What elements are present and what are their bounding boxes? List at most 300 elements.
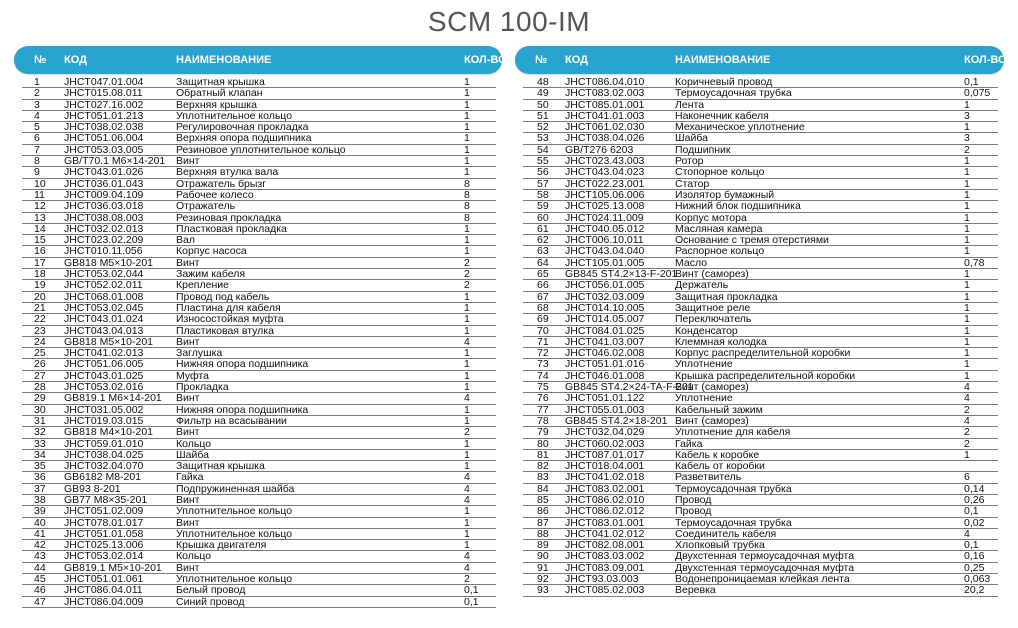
part-code: JHCT083.02.003 — [565, 87, 645, 100]
part-code: JHCT041.02.018 — [565, 471, 645, 484]
part-quantity: 0,1 — [964, 505, 979, 518]
part-name: Уплотнение — [675, 359, 733, 371]
part-code: JHCT043.01.024 — [64, 313, 144, 326]
part-name: Винт — [176, 427, 200, 439]
part-code: JHCT032.04.029 — [565, 426, 645, 439]
part-name: Стопорное кольцо — [675, 167, 765, 179]
row-number: 18 — [34, 268, 46, 281]
part-quantity: 4 — [964, 381, 970, 394]
part-code: JHCT051.02.009 — [64, 505, 144, 518]
part-code: JHCT038.04.025 — [64, 448, 144, 461]
part-code: JHCT038.04.026 — [565, 132, 645, 145]
part-quantity: 1 — [464, 166, 470, 179]
row-number: 3 — [34, 98, 40, 111]
parts-table-right — [515, 46, 1007, 597]
row-number: 58 — [537, 188, 549, 201]
part-quantity: 1 — [464, 369, 470, 382]
row-number: 21 — [34, 301, 46, 314]
header-number: № — [535, 54, 548, 66]
part-quantity: 4 — [964, 392, 970, 405]
row-number: 52 — [537, 121, 549, 134]
row-number: 66 — [537, 279, 549, 292]
part-name: Механическое уплотнение — [675, 122, 805, 134]
part-code: JHCT036.03.018 — [64, 200, 144, 213]
part-name: Ротор — [675, 156, 704, 168]
row-number: 62 — [537, 234, 549, 247]
part-code: JHCT053.02.045 — [64, 301, 144, 314]
table-row — [14, 314, 502, 325]
row-number: 36 — [34, 471, 46, 484]
part-name: Защитное реле — [675, 302, 751, 314]
part-name: Уплотнительное кольцо — [176, 506, 293, 518]
part-name: Винт — [176, 257, 200, 269]
part-quantity: 1 — [964, 335, 970, 348]
part-name: Верхняя опора подшипника — [176, 133, 312, 145]
part-code: JHCT015.08.011 — [64, 87, 143, 100]
part-code: JHCT043.04.023 — [565, 166, 645, 179]
part-name: Лента — [675, 99, 705, 111]
part-name: Защитная прокладка — [675, 291, 778, 303]
part-name: Корпус распределительной коробки — [675, 348, 851, 360]
part-code: JHCT043.04.040 — [565, 245, 645, 258]
part-code: JHCT047.01.004 — [64, 76, 144, 88]
part-code: JHCT010.11.056 — [64, 245, 143, 258]
part-name: Подпружиненная шайба — [176, 483, 295, 495]
part-name: Термоусадочная трубка — [675, 483, 792, 495]
part-quantity: 2 — [964, 437, 970, 450]
part-name: Наконечник кабеля — [675, 110, 769, 122]
row-number: 25 — [34, 347, 46, 360]
part-name: Масляная камера — [675, 223, 763, 235]
part-name: Гайка — [176, 472, 204, 484]
part-name: Белый провод — [176, 585, 246, 597]
table-row — [14, 201, 502, 212]
part-code: JHCT053.03.005 — [64, 143, 144, 156]
part-code: JHCT051.01.122 — [565, 392, 645, 405]
parts-table-left — [14, 46, 507, 608]
part-quantity: 1 — [464, 109, 470, 122]
part-quantity: 1 — [464, 347, 470, 360]
part-code: JHCT041.02.013 — [64, 347, 144, 360]
part-code: JHCT041.02.012 — [565, 527, 645, 540]
part-code: JHCT041.01.003 — [565, 109, 645, 122]
part-code: GB818 M5×10-201 — [64, 335, 154, 348]
row-number: 16 — [34, 245, 46, 258]
part-code: GB77 M8×35-201 — [64, 493, 148, 506]
table-row — [14, 280, 502, 291]
table-row — [14, 393, 502, 404]
part-name: Крышка распределительной коробки — [675, 370, 856, 382]
table-row — [515, 506, 1004, 517]
part-name: Клеммная колодка — [675, 336, 767, 348]
table-row — [515, 314, 1004, 325]
row-number: 60 — [537, 211, 549, 224]
part-quantity: 2 — [464, 573, 470, 586]
part-name: Износостойкая муфта — [176, 314, 284, 326]
part-name: Кольцо — [176, 438, 212, 450]
row-number: 44 — [34, 561, 46, 574]
table-row — [14, 506, 502, 517]
part-code: JHCT027.16.002 — [64, 98, 144, 111]
part-name: Фильтр на всасывании — [176, 415, 287, 427]
part-code: JHCT014.05.007 — [565, 313, 645, 326]
part-quantity: 4 — [964, 414, 970, 427]
part-quantity: 1 — [464, 448, 470, 461]
row-number: 89 — [537, 539, 549, 552]
part-code: JHCT086.04.010 — [565, 76, 645, 88]
row-number: 84 — [537, 482, 549, 495]
row-number: 91 — [537, 561, 549, 574]
row-number: 38 — [34, 493, 46, 506]
part-quantity: 4 — [464, 471, 470, 484]
part-quantity: 4 — [964, 527, 970, 540]
part-code: JHCT056.01.005 — [565, 279, 645, 292]
part-name: Верхняя крышка — [176, 99, 257, 111]
header-quantity: КОЛ-ВО — [464, 54, 507, 66]
part-name: Подшипник — [675, 144, 731, 156]
row-number: 28 — [34, 381, 46, 394]
part-quantity: 0,25 — [964, 561, 985, 574]
part-quantity: 1 — [464, 414, 470, 427]
part-name: Шайба — [176, 449, 209, 461]
part-name: Винт — [176, 562, 200, 574]
part-name: Пластиковая втулка — [176, 325, 274, 337]
part-code: JHCT019.03.015 — [64, 414, 144, 427]
part-quantity: 1 — [964, 313, 970, 326]
part-name: Нижняя опора подшипника — [176, 404, 309, 416]
part-code: JHCT024.11.009 — [565, 211, 644, 224]
part-code: JHCT086.04.011 — [64, 584, 143, 597]
part-quantity: 1 — [464, 155, 470, 168]
part-code: JHCT031.05.002 — [64, 403, 144, 416]
row-number: 85 — [537, 493, 549, 506]
part-quantity: 1 — [964, 268, 970, 281]
row-number: 8 — [34, 155, 40, 168]
part-code: JHCT043.01.026 — [64, 166, 144, 179]
part-quantity: 1 — [964, 279, 970, 292]
row-number: 76 — [537, 392, 549, 405]
table-row — [515, 88, 1004, 99]
part-quantity: 1 — [964, 234, 970, 247]
part-quantity: 1 — [964, 98, 970, 111]
part-name: Винт — [176, 494, 200, 506]
part-code: JHCT083.09.001 — [565, 561, 645, 574]
part-name: Уплотнение для кабеля — [675, 427, 791, 439]
part-quantity: 1 — [964, 301, 970, 314]
part-code: JHCT041.03.007 — [565, 335, 645, 348]
row-number: 49 — [537, 87, 549, 100]
table-row — [14, 472, 502, 483]
part-quantity: 4 — [464, 550, 470, 563]
row-number: 40 — [34, 516, 46, 529]
part-name: Заглушка — [176, 348, 223, 360]
part-code: JHCT036.01.043 — [64, 177, 144, 190]
part-quantity: 1 — [464, 98, 470, 111]
part-quantity: 1 — [964, 290, 970, 303]
row-number: 17 — [34, 256, 46, 269]
part-quantity: 1 — [464, 324, 470, 337]
part-name: Шайба — [675, 133, 708, 145]
part-quantity: 8 — [464, 188, 470, 201]
part-code: JHCT009.04.109 — [64, 188, 144, 201]
row-number: 70 — [537, 324, 549, 337]
row-number: 42 — [34, 539, 46, 552]
row-number: 34 — [34, 448, 46, 461]
part-quantity: 0,1 — [964, 539, 979, 552]
part-quantity: 1 — [964, 347, 970, 360]
part-name: Уплотнительное кольцо — [176, 110, 293, 122]
table-row — [515, 427, 1004, 438]
part-name: Масло — [675, 257, 708, 269]
row-number: 90 — [537, 550, 549, 563]
row-number: 1 — [34, 76, 40, 88]
row-number: 19 — [34, 279, 46, 292]
part-name: Нижний блок подшипника — [675, 201, 801, 213]
part-quantity: 1 — [964, 211, 970, 224]
row-number: 54 — [537, 143, 549, 156]
part-code: JHCT055.01.003 — [565, 403, 645, 416]
row-number: 6 — [34, 132, 40, 145]
part-code: JHCT105.06.006 — [565, 188, 645, 201]
part-name: Винт — [176, 156, 200, 168]
part-code: JHCT082.08.001 — [565, 539, 645, 552]
part-name: Провод — [675, 506, 712, 518]
part-code: JHCT043.04.013 — [64, 324, 144, 337]
part-name: Двухстенная термоусадочная муфта — [675, 551, 855, 563]
part-name: Коричневый провод — [675, 77, 773, 88]
table-row — [14, 167, 502, 178]
part-quantity: 1 — [464, 403, 470, 416]
part-code: JHCT084.01.025 — [565, 324, 645, 337]
row-number: 9 — [34, 166, 40, 179]
row-number: 31 — [34, 414, 46, 427]
row-number: 27 — [34, 369, 46, 382]
part-name: Пластковая прокладка — [176, 223, 287, 235]
row-number: 68 — [537, 301, 549, 314]
part-name: Кабель к коробке — [675, 449, 760, 461]
part-quantity: 1 — [464, 290, 470, 303]
table-body — [515, 77, 1004, 597]
table-header — [14, 46, 507, 74]
part-name: Винт — [176, 336, 200, 348]
part-code: JHCT040.05.012 — [565, 222, 645, 235]
part-name: Крепление — [176, 280, 229, 292]
table-row — [14, 88, 502, 99]
part-code: GB819.1 M6×14-201 — [64, 392, 162, 405]
header-code: КОД — [565, 54, 588, 66]
part-code: JHCT059.01.010 — [64, 437, 144, 450]
part-code: JHCT051.01.016 — [565, 358, 645, 371]
part-quantity: 1 — [964, 358, 970, 371]
part-name: Термоусадочная трубка — [675, 88, 792, 100]
row-number: 79 — [537, 426, 549, 439]
part-quantity: 0,063 — [964, 573, 991, 586]
table-body — [14, 77, 502, 608]
part-quantity: 3 — [964, 109, 970, 122]
part-name: Уплотнительное кольцо — [176, 528, 293, 540]
part-quantity: 1 — [964, 245, 970, 258]
row-number: 65 — [537, 268, 549, 281]
part-code: JHCT032.02.013 — [64, 222, 144, 235]
part-name: Пластина для кабеля — [176, 302, 281, 314]
header-code: КОД — [64, 54, 87, 66]
part-quantity: 0,1 — [464, 595, 479, 608]
row-number: 23 — [34, 324, 46, 337]
part-name: Синий провод — [176, 596, 245, 608]
part-quantity: 2 — [964, 403, 970, 416]
part-quantity: 1 — [464, 460, 470, 473]
header-quantity: КОЛ-ВО — [964, 54, 1007, 66]
part-name: Зажим кабеля — [176, 269, 246, 281]
part-name: Изолятор бумажный — [675, 189, 775, 201]
part-name: Верхняя втулка вала — [176, 167, 279, 179]
part-code: JHCT051.06.004 — [64, 132, 144, 145]
part-quantity: 1 — [964, 448, 970, 461]
part-quantity: 1 — [964, 177, 970, 190]
row-number: 55 — [537, 155, 549, 168]
part-quantity: 4 — [464, 493, 470, 506]
row-number: 33 — [34, 437, 46, 450]
part-code: GB818 M4×10-201 — [64, 426, 154, 439]
part-quantity: 1 — [964, 166, 970, 179]
part-name: Винт (саморез) — [675, 415, 749, 427]
part-quantity: 6 — [964, 471, 970, 484]
part-quantity: 1 — [464, 539, 470, 552]
part-code: JHCT038.08.003 — [64, 211, 144, 224]
part-name: Обратный клапан — [176, 88, 263, 100]
row-number: 50 — [537, 98, 549, 111]
part-name: Термоусадочная трубка — [675, 517, 792, 529]
part-code: JHCT087.01.017 — [565, 448, 645, 461]
part-quantity: 1 — [464, 358, 470, 371]
part-code: JHCT051.01.061 — [64, 573, 144, 586]
row-number: 71 — [537, 335, 549, 348]
row-number: 7 — [34, 143, 40, 156]
part-name: Отражатель брызг — [176, 178, 267, 190]
row-number: 88 — [537, 527, 549, 540]
part-quantity: 1 — [464, 516, 470, 529]
part-quantity: 4 — [464, 482, 470, 495]
part-code: JHCT032.03.009 — [565, 290, 645, 303]
row-number: 12 — [34, 200, 46, 213]
part-code: JHCT023.43.003 — [565, 155, 645, 168]
part-name: Винт (саморез) — [675, 269, 749, 281]
part-code: GB/T276 6203 — [565, 143, 634, 156]
table-row — [515, 201, 1004, 212]
table-row — [14, 427, 502, 438]
part-code: GB845 ST4.2×24-TA-F-201 — [565, 381, 694, 394]
table-row — [14, 585, 502, 596]
part-code: GB93 8-201 — [64, 482, 121, 495]
part-quantity: 0,14 — [964, 482, 985, 495]
part-quantity: 8 — [464, 211, 470, 224]
part-name: Хлопковый трубка — [675, 540, 765, 552]
row-number: 51 — [537, 109, 549, 122]
part-name: Распорное кольцо — [675, 246, 765, 258]
part-code: JHCT060.02.003 — [565, 437, 645, 450]
header-name: НАИМЕНОВАНИЕ — [176, 54, 272, 66]
row-number: 11 — [34, 188, 45, 201]
part-code: GB845 ST4.2×18-201 — [565, 414, 668, 427]
part-name: Корпус мотора — [675, 212, 747, 224]
part-name: Винт (саморез) — [675, 382, 749, 394]
part-quantity: 1 — [964, 200, 970, 213]
part-quantity: 1 — [464, 87, 470, 100]
part-code: JHCT025.13.008 — [565, 200, 645, 213]
row-number: 13 — [34, 211, 46, 224]
part-name: Соединитель кабеля — [675, 528, 777, 540]
part-quantity: 1 — [464, 381, 470, 394]
part-code: JHCT053.02.014 — [64, 550, 144, 563]
part-name: Отражатель — [176, 201, 236, 213]
part-quantity: 4 — [464, 561, 470, 574]
part-code: GB/T70.1 M6×14-201 — [64, 155, 166, 168]
row-number: 63 — [537, 245, 549, 258]
part-name: Гайка — [675, 438, 703, 450]
part-name: Веревка — [675, 585, 716, 597]
part-code: JHCT046.02.008 — [565, 347, 645, 360]
row-number: 29 — [34, 392, 46, 405]
part-code: GB845 ST4.2×13-F-201 — [565, 268, 678, 281]
row-number: 37 — [34, 482, 46, 495]
row-number: 73 — [537, 358, 549, 371]
header-number: № — [34, 54, 47, 66]
part-name: Защитная крышка — [176, 461, 265, 473]
part-code: JHCT051.01.058 — [64, 527, 144, 540]
row-number: 2 — [34, 87, 40, 100]
part-name: Уплотнительное кольцо — [176, 574, 293, 586]
row-number: 93 — [537, 584, 549, 597]
part-name: Основание с тремя отерстиями — [675, 235, 829, 247]
part-name: Крышка двигателя — [176, 540, 267, 552]
part-quantity: 1 — [464, 132, 470, 145]
part-code: JHCT025.13.006 — [64, 539, 144, 552]
row-number: 45 — [34, 573, 46, 586]
row-number: 5 — [34, 121, 40, 134]
part-code: GB818 M5×10-201 — [64, 256, 154, 269]
part-name: Двухстенная термоусадочная муфта — [675, 562, 855, 574]
part-quantity: 1 — [464, 313, 470, 326]
part-code: JHCT022.23.001 — [565, 177, 645, 190]
part-code: JHCT051.01.213 — [64, 109, 144, 122]
part-quantity: 1 — [964, 188, 970, 201]
table-row — [515, 585, 1004, 596]
part-code: GB819.1 M5×10-201 — [64, 561, 162, 574]
part-quantity: 1 — [464, 505, 470, 518]
part-name: Переключатель — [675, 314, 752, 326]
part-name: Регулировочная прокладка — [176, 122, 309, 134]
part-code: JHCT93.03.003 — [565, 573, 639, 586]
row-number: 26 — [34, 358, 46, 371]
part-quantity: 1 — [464, 143, 470, 156]
part-code: JHCT018.04.001 — [565, 460, 645, 473]
part-quantity: 1 — [464, 437, 470, 450]
page-title: SCM 100-IM — [427, 6, 591, 37]
part-quantity: 1 — [964, 324, 970, 337]
part-quantity: 0,1 — [964, 76, 979, 88]
part-code: JHCT085.01.001 — [565, 98, 645, 111]
table-row — [515, 472, 1004, 483]
part-name: Кабельный зажим — [675, 404, 763, 416]
row-number: 80 — [537, 437, 549, 450]
part-quantity: 2 — [464, 426, 470, 439]
part-name: Держатель — [675, 280, 729, 292]
part-name: Кабель от коробки — [675, 461, 765, 473]
part-name: Рабочее колесо — [176, 189, 254, 201]
row-number: 39 — [34, 505, 46, 518]
row-number: 67 — [537, 290, 549, 303]
part-code: JHCT053.02.016 — [64, 381, 144, 394]
